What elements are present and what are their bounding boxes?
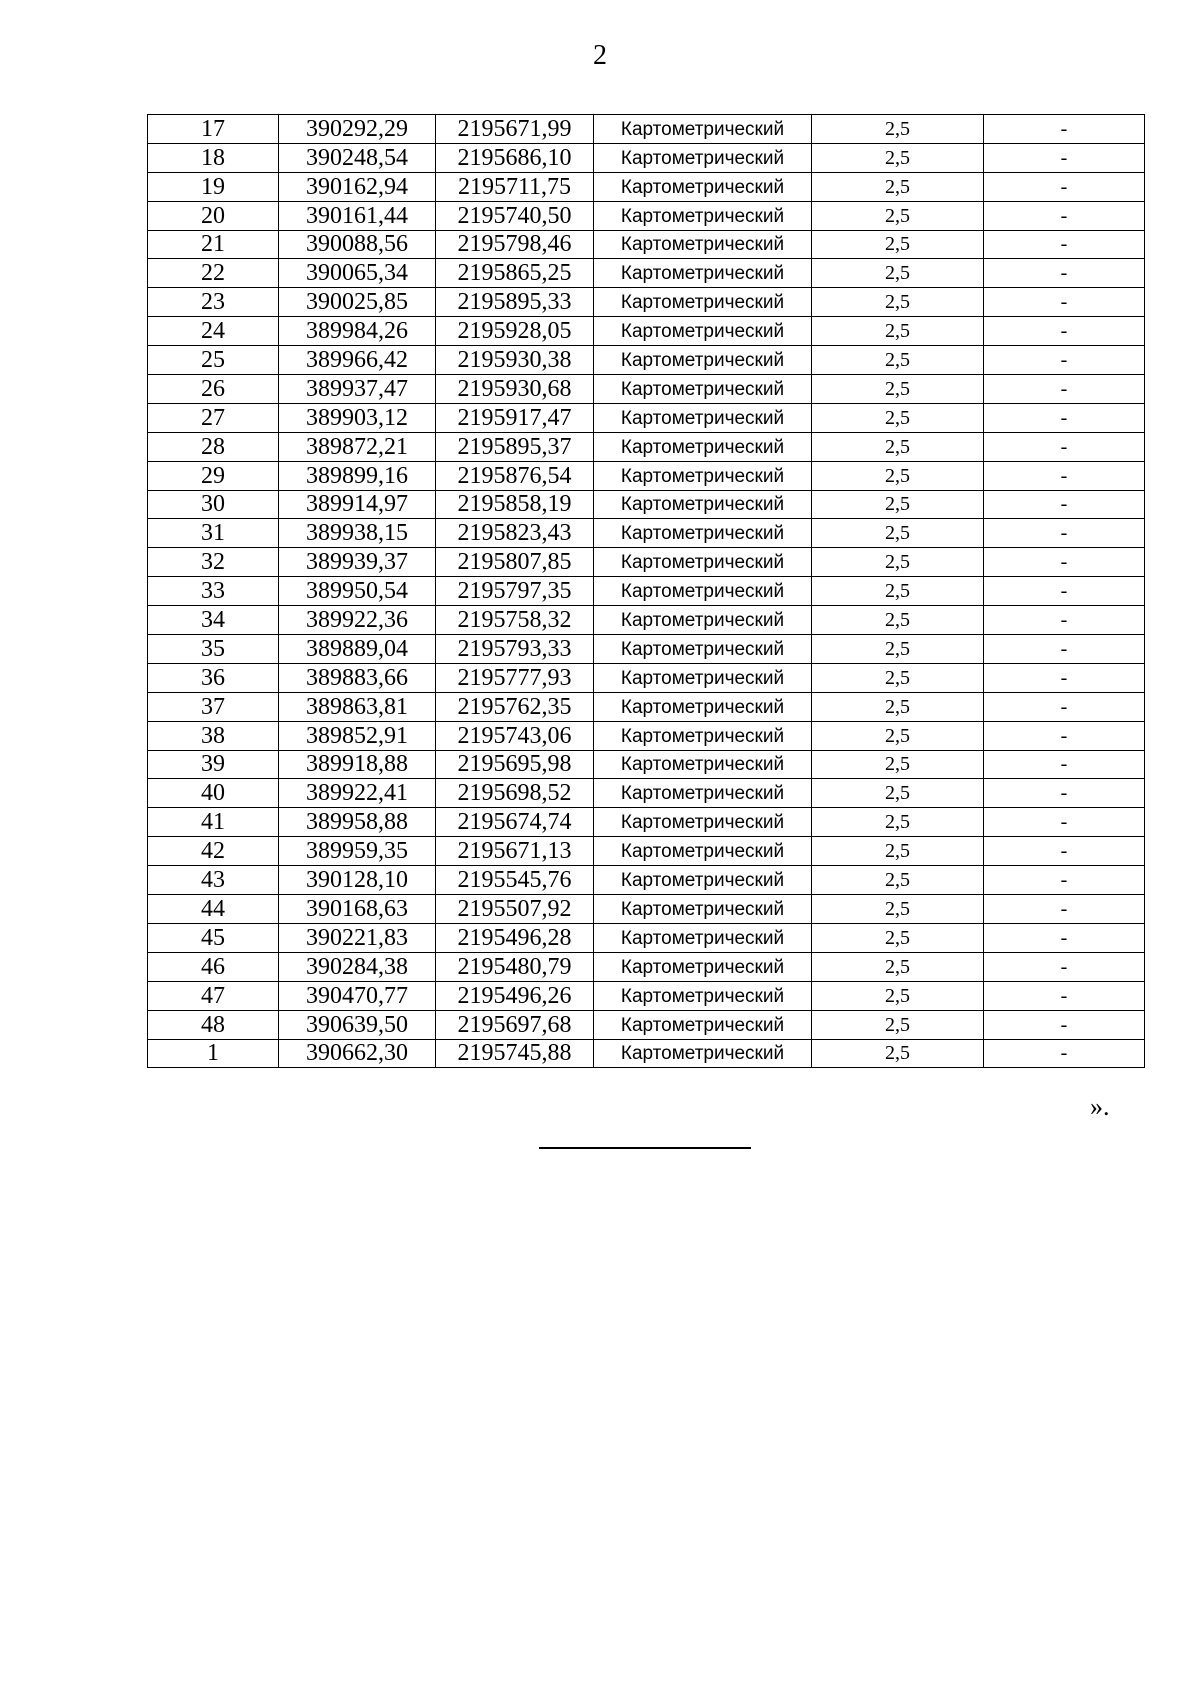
- note-cell: -: [984, 519, 1145, 548]
- note-cell: -: [984, 375, 1145, 404]
- x-coordinate-cell: 389889,04: [279, 635, 436, 664]
- y-coordinate-cell: 2195823,43: [436, 519, 594, 548]
- point-number-cell: 30: [148, 490, 279, 519]
- point-number-cell: 48: [148, 1010, 279, 1039]
- note-cell: -: [984, 461, 1145, 490]
- accuracy-cell: 2,5: [812, 923, 984, 952]
- table-row: [148, 606, 1145, 635]
- method-cell: Картометрический: [594, 635, 812, 664]
- table-row: [148, 981, 1145, 1010]
- x-coordinate-cell: 390025,85: [279, 288, 436, 317]
- y-coordinate-cell: 2195695,98: [436, 750, 594, 779]
- accuracy-cell: 2,5: [812, 375, 984, 404]
- note-cell: -: [984, 750, 1145, 779]
- accuracy-cell: 2,5: [812, 317, 984, 346]
- x-coordinate-cell: 389922,36: [279, 606, 436, 635]
- method-cell: Картометрический: [594, 866, 812, 895]
- method-cell: Картометрический: [594, 115, 812, 144]
- note-cell: -: [984, 259, 1145, 288]
- accuracy-cell: 2,5: [812, 866, 984, 895]
- accuracy-cell: 2,5: [812, 606, 984, 635]
- x-coordinate-cell: 389950,54: [279, 577, 436, 606]
- method-cell: Картометрический: [594, 230, 812, 259]
- table-row: [148, 779, 1145, 808]
- point-number-cell: 17: [148, 115, 279, 144]
- point-number-cell: 32: [148, 548, 279, 577]
- note-cell: -: [984, 288, 1145, 317]
- x-coordinate-cell: 390168,63: [279, 895, 436, 924]
- y-coordinate-cell: 2195762,35: [436, 692, 594, 721]
- y-coordinate-cell: 2195674,74: [436, 808, 594, 837]
- method-cell: Картометрический: [594, 750, 812, 779]
- y-coordinate-cell: 2195865,25: [436, 259, 594, 288]
- method-cell: Картометрический: [594, 288, 812, 317]
- x-coordinate-cell: 390639,50: [279, 1010, 436, 1039]
- y-coordinate-cell: 2195671,99: [436, 115, 594, 144]
- accuracy-cell: 2,5: [812, 143, 984, 172]
- y-coordinate-cell: 2195711,75: [436, 172, 594, 201]
- table-row: [148, 1010, 1145, 1039]
- x-coordinate-cell: 390284,38: [279, 952, 436, 981]
- point-number-cell: 43: [148, 866, 279, 895]
- x-coordinate-cell: 390088,56: [279, 230, 436, 259]
- coordinates-table-body: [148, 115, 1145, 1068]
- x-coordinate-cell: 389872,21: [279, 432, 436, 461]
- point-number-cell: 26: [148, 375, 279, 404]
- note-cell: -: [984, 346, 1145, 375]
- point-number-cell: 19: [148, 172, 279, 201]
- method-cell: Картометрический: [594, 143, 812, 172]
- point-number-cell: 36: [148, 663, 279, 692]
- note-cell: -: [984, 230, 1145, 259]
- point-number-cell: 31: [148, 519, 279, 548]
- table-row: [148, 346, 1145, 375]
- table-row: [148, 895, 1145, 924]
- table-row: [148, 317, 1145, 346]
- x-coordinate-cell: 390292,29: [279, 115, 436, 144]
- table-row: [148, 115, 1145, 144]
- note-cell: -: [984, 721, 1145, 750]
- accuracy-cell: 2,5: [812, 172, 984, 201]
- method-cell: Картометрический: [594, 952, 812, 981]
- table-row: [148, 461, 1145, 490]
- point-number-cell: 25: [148, 346, 279, 375]
- y-coordinate-cell: 2195740,50: [436, 201, 594, 230]
- point-number-cell: 42: [148, 837, 279, 866]
- method-cell: Картометрический: [594, 201, 812, 230]
- method-cell: Картометрический: [594, 721, 812, 750]
- x-coordinate-cell: 389918,88: [279, 750, 436, 779]
- accuracy-cell: 2,5: [812, 663, 984, 692]
- y-coordinate-cell: 2195686,10: [436, 143, 594, 172]
- method-cell: Картометрический: [594, 692, 812, 721]
- accuracy-cell: 2,5: [812, 403, 984, 432]
- accuracy-cell: 2,5: [812, 952, 984, 981]
- table-row: [148, 663, 1145, 692]
- table-row: [148, 172, 1145, 201]
- method-cell: Картометрический: [594, 490, 812, 519]
- y-coordinate-cell: 2195698,52: [436, 779, 594, 808]
- accuracy-cell: 2,5: [812, 808, 984, 837]
- method-cell: Картометрический: [594, 923, 812, 952]
- y-coordinate-cell: 2195480,79: [436, 952, 594, 981]
- table-row: [148, 403, 1145, 432]
- point-number-cell: 44: [148, 895, 279, 924]
- point-number-cell: 40: [148, 779, 279, 808]
- note-cell: -: [984, 1010, 1145, 1039]
- point-number-cell: 21: [148, 230, 279, 259]
- note-cell: -: [984, 692, 1145, 721]
- method-cell: Картометрический: [594, 895, 812, 924]
- note-cell: -: [984, 143, 1145, 172]
- x-coordinate-cell: 389883,66: [279, 663, 436, 692]
- note-cell: -: [984, 923, 1145, 952]
- y-coordinate-cell: 2195671,13: [436, 837, 594, 866]
- x-coordinate-cell: 389922,41: [279, 779, 436, 808]
- method-cell: Картометрический: [594, 808, 812, 837]
- method-cell: Картометрический: [594, 172, 812, 201]
- y-coordinate-cell: 2195496,28: [436, 923, 594, 952]
- y-coordinate-cell: 2195930,38: [436, 346, 594, 375]
- method-cell: Картометрический: [594, 317, 812, 346]
- x-coordinate-cell: 389903,12: [279, 403, 436, 432]
- y-coordinate-cell: 2195793,33: [436, 635, 594, 664]
- point-number-cell: 46: [148, 952, 279, 981]
- point-number-cell: 47: [148, 981, 279, 1010]
- method-cell: Картометрический: [594, 577, 812, 606]
- y-coordinate-cell: 2195798,46: [436, 230, 594, 259]
- x-coordinate-cell: 389863,81: [279, 692, 436, 721]
- note-cell: -: [984, 577, 1145, 606]
- x-coordinate-cell: 390161,44: [279, 201, 436, 230]
- x-coordinate-cell: 390221,83: [279, 923, 436, 952]
- point-number-cell: 45: [148, 923, 279, 952]
- point-number-cell: 41: [148, 808, 279, 837]
- table-row: [148, 201, 1145, 230]
- x-coordinate-cell: 389937,47: [279, 375, 436, 404]
- x-coordinate-cell: 389939,37: [279, 548, 436, 577]
- note-cell: -: [984, 115, 1145, 144]
- point-number-cell: 1: [148, 1039, 279, 1068]
- note-cell: -: [984, 779, 1145, 808]
- page-number: 2: [593, 40, 607, 71]
- accuracy-cell: 2,5: [812, 201, 984, 230]
- accuracy-cell: 2,5: [812, 346, 984, 375]
- x-coordinate-cell: 390162,94: [279, 172, 436, 201]
- y-coordinate-cell: 2195507,92: [436, 895, 594, 924]
- x-coordinate-cell: 389852,91: [279, 721, 436, 750]
- table-row: [148, 490, 1145, 519]
- table-row: [148, 548, 1145, 577]
- table-row: [148, 721, 1145, 750]
- table-row: [148, 259, 1145, 288]
- accuracy-cell: 2,5: [812, 721, 984, 750]
- x-coordinate-cell: 390470,77: [279, 981, 436, 1010]
- point-number-cell: 28: [148, 432, 279, 461]
- closing-quote-mark: ».: [1090, 1092, 1110, 1121]
- accuracy-cell: 2,5: [812, 432, 984, 461]
- method-cell: Картометрический: [594, 1039, 812, 1068]
- y-coordinate-cell: 2195745,88: [436, 1039, 594, 1068]
- table-row: [148, 808, 1145, 837]
- note-cell: -: [984, 808, 1145, 837]
- y-coordinate-cell: 2195758,32: [436, 606, 594, 635]
- x-coordinate-cell: 390248,54: [279, 143, 436, 172]
- table-row: [148, 692, 1145, 721]
- method-cell: Картометрический: [594, 375, 812, 404]
- x-coordinate-cell: 389958,88: [279, 808, 436, 837]
- point-number-cell: 37: [148, 692, 279, 721]
- table-row: [148, 866, 1145, 895]
- end-separator-line: [539, 1147, 751, 1149]
- note-cell: -: [984, 981, 1145, 1010]
- note-cell: -: [984, 490, 1145, 519]
- point-number-cell: 22: [148, 259, 279, 288]
- table-row: [148, 143, 1145, 172]
- note-cell: -: [984, 317, 1145, 346]
- method-cell: Картометрический: [594, 259, 812, 288]
- y-coordinate-cell: 2195858,19: [436, 490, 594, 519]
- method-cell: Картометрический: [594, 1010, 812, 1039]
- note-cell: -: [984, 952, 1145, 981]
- method-cell: Картометрический: [594, 346, 812, 375]
- method-cell: Картометрический: [594, 779, 812, 808]
- accuracy-cell: 2,5: [812, 548, 984, 577]
- table-row: [148, 1039, 1145, 1068]
- note-cell: -: [984, 1039, 1145, 1068]
- y-coordinate-cell: 2195545,76: [436, 866, 594, 895]
- method-cell: Картометрический: [594, 548, 812, 577]
- accuracy-cell: 2,5: [812, 259, 984, 288]
- method-cell: Картометрический: [594, 606, 812, 635]
- note-cell: -: [984, 635, 1145, 664]
- point-number-cell: 20: [148, 201, 279, 230]
- accuracy-cell: 2,5: [812, 895, 984, 924]
- note-cell: -: [984, 663, 1145, 692]
- method-cell: Картометрический: [594, 432, 812, 461]
- y-coordinate-cell: 2195496,26: [436, 981, 594, 1010]
- y-coordinate-cell: 2195876,54: [436, 461, 594, 490]
- method-cell: Картометрический: [594, 461, 812, 490]
- point-number-cell: 38: [148, 721, 279, 750]
- x-coordinate-cell: 390065,34: [279, 259, 436, 288]
- accuracy-cell: 2,5: [812, 635, 984, 664]
- method-cell: Картометрический: [594, 837, 812, 866]
- point-number-cell: 23: [148, 288, 279, 317]
- y-coordinate-cell: 2195697,68: [436, 1010, 594, 1039]
- point-number-cell: 27: [148, 403, 279, 432]
- table-row: [148, 837, 1145, 866]
- point-number-cell: 29: [148, 461, 279, 490]
- y-coordinate-cell: 2195917,47: [436, 403, 594, 432]
- note-cell: -: [984, 837, 1145, 866]
- coordinates-table: [147, 114, 1145, 1068]
- y-coordinate-cell: 2195797,35: [436, 577, 594, 606]
- method-cell: Картометрический: [594, 519, 812, 548]
- point-number-cell: 18: [148, 143, 279, 172]
- x-coordinate-cell: 389938,15: [279, 519, 436, 548]
- y-coordinate-cell: 2195928,05: [436, 317, 594, 346]
- table-row: [148, 288, 1145, 317]
- note-cell: -: [984, 866, 1145, 895]
- table-row: [148, 923, 1145, 952]
- point-number-cell: 35: [148, 635, 279, 664]
- x-coordinate-cell: 389914,97: [279, 490, 436, 519]
- x-coordinate-cell: 389966,42: [279, 346, 436, 375]
- table-row: [148, 952, 1145, 981]
- table-row: [148, 375, 1145, 404]
- table-row: [148, 750, 1145, 779]
- x-coordinate-cell: 390662,30: [279, 1039, 436, 1068]
- accuracy-cell: 2,5: [812, 750, 984, 779]
- point-number-cell: 34: [148, 606, 279, 635]
- y-coordinate-cell: 2195895,33: [436, 288, 594, 317]
- point-number-cell: 24: [148, 317, 279, 346]
- y-coordinate-cell: 2195930,68: [436, 375, 594, 404]
- accuracy-cell: 2,5: [812, 1010, 984, 1039]
- accuracy-cell: 2,5: [812, 115, 984, 144]
- accuracy-cell: 2,5: [812, 577, 984, 606]
- accuracy-cell: 2,5: [812, 461, 984, 490]
- accuracy-cell: 2,5: [812, 230, 984, 259]
- y-coordinate-cell: 2195743,06: [436, 721, 594, 750]
- note-cell: -: [984, 201, 1145, 230]
- accuracy-cell: 2,5: [812, 490, 984, 519]
- table-row: [148, 432, 1145, 461]
- point-number-cell: 33: [148, 577, 279, 606]
- x-coordinate-cell: 389959,35: [279, 837, 436, 866]
- note-cell: -: [984, 432, 1145, 461]
- accuracy-cell: 2,5: [812, 1039, 984, 1068]
- accuracy-cell: 2,5: [812, 837, 984, 866]
- note-cell: -: [984, 548, 1145, 577]
- table-row: [148, 519, 1145, 548]
- note-cell: -: [984, 172, 1145, 201]
- y-coordinate-cell: 2195807,85: [436, 548, 594, 577]
- method-cell: Картометрический: [594, 981, 812, 1010]
- table-row: [148, 230, 1145, 259]
- accuracy-cell: 2,5: [812, 288, 984, 317]
- x-coordinate-cell: 389984,26: [279, 317, 436, 346]
- y-coordinate-cell: 2195895,37: [436, 432, 594, 461]
- point-number-cell: 39: [148, 750, 279, 779]
- note-cell: -: [984, 606, 1145, 635]
- accuracy-cell: 2,5: [812, 779, 984, 808]
- table-row: [148, 635, 1145, 664]
- x-coordinate-cell: 389899,16: [279, 461, 436, 490]
- y-coordinate-cell: 2195777,93: [436, 663, 594, 692]
- x-coordinate-cell: 390128,10: [279, 866, 436, 895]
- accuracy-cell: 2,5: [812, 692, 984, 721]
- method-cell: Картометрический: [594, 403, 812, 432]
- accuracy-cell: 2,5: [812, 981, 984, 1010]
- note-cell: -: [984, 403, 1145, 432]
- accuracy-cell: 2,5: [812, 519, 984, 548]
- note-cell: -: [984, 895, 1145, 924]
- table-row: [148, 577, 1145, 606]
- method-cell: Картометрический: [594, 663, 812, 692]
